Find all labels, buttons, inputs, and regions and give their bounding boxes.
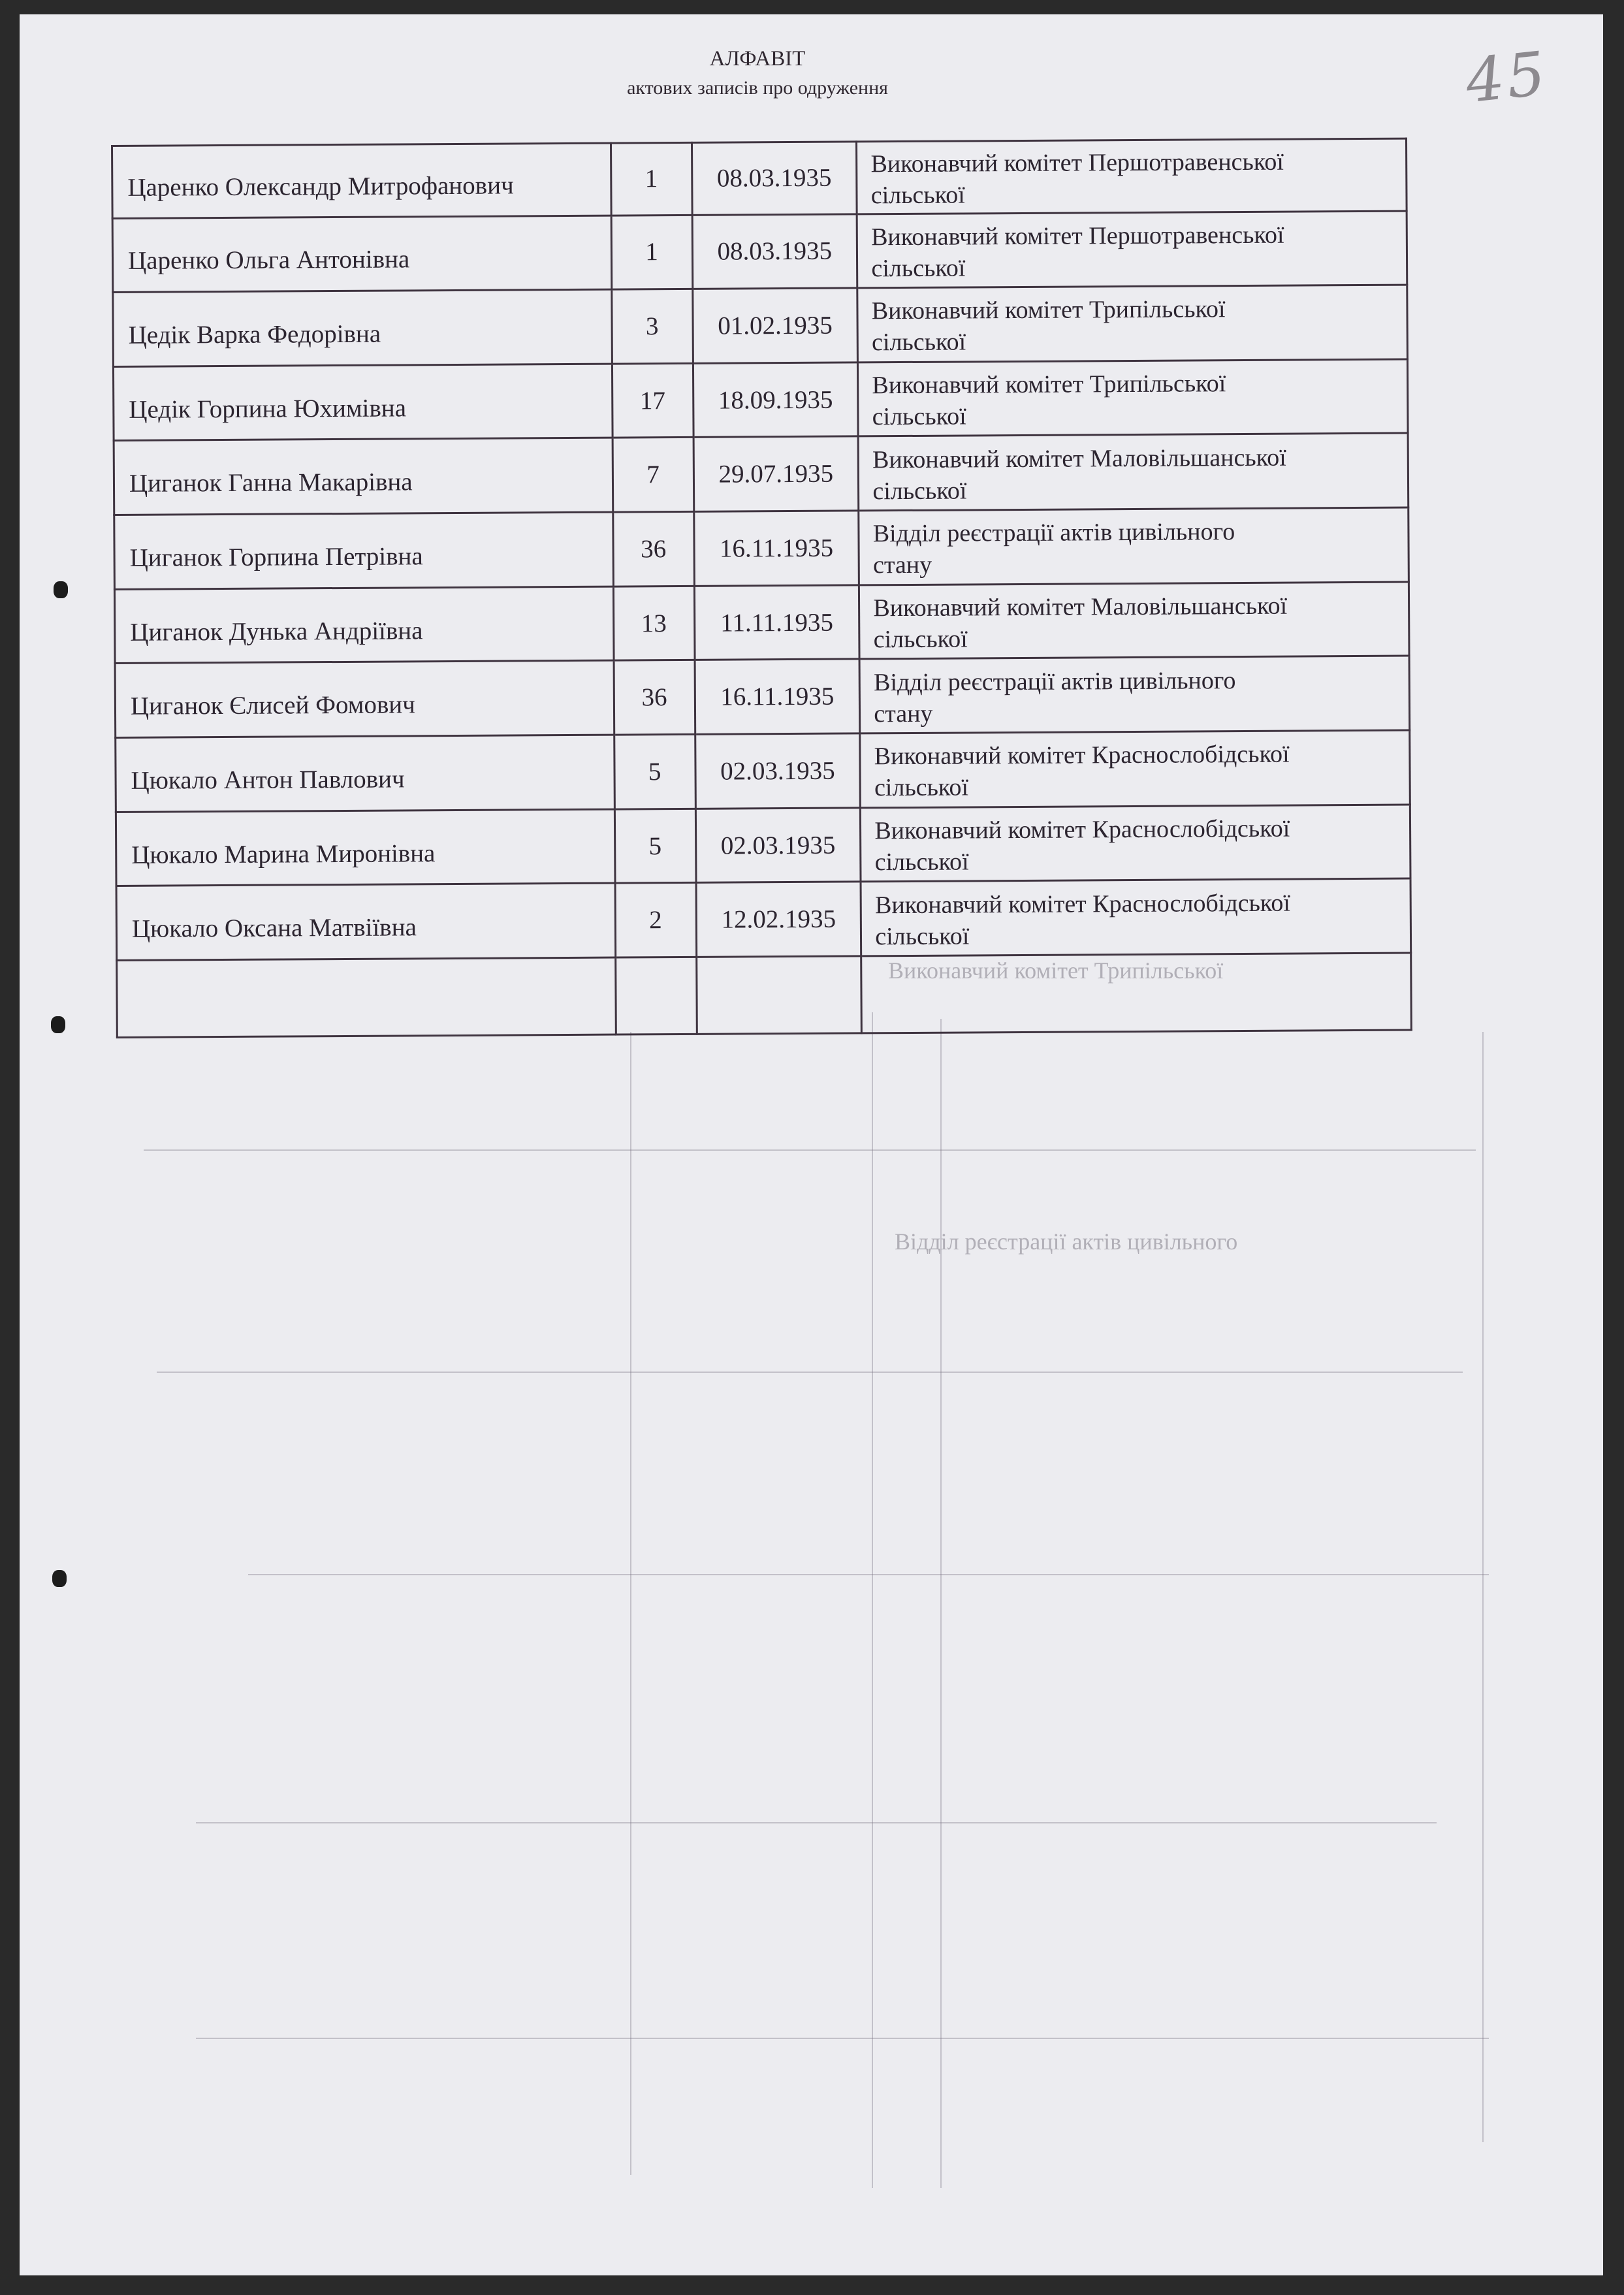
table-row (114, 582, 1409, 664)
punch-hole (54, 581, 68, 598)
registry-office (861, 878, 1410, 956)
bleed-through-text: Виконавчий комітет Трипільської (888, 957, 1224, 984)
person-name: Циганок Дунька Андріївна (114, 586, 613, 664)
table-row (116, 878, 1411, 960)
office-line-1: Виконавчий комітет Краснослобідської (874, 814, 1290, 845)
office-line-1: Виконавчий комітет Першотравенської (870, 148, 1284, 178)
record-number: 1 (611, 215, 692, 289)
table-row (113, 285, 1408, 366)
page-number: 45 (1462, 38, 1552, 117)
document-title: АЛФАВІТ (709, 47, 806, 71)
record-number: 17 (612, 363, 693, 438)
office-line-2: стану (872, 551, 932, 579)
office-line-2: сільської (875, 922, 970, 951)
office-line-2: сільської (874, 848, 969, 876)
registry-office (860, 730, 1410, 808)
registry-office (859, 507, 1409, 585)
office-line-2: сільської (874, 773, 969, 802)
office-line-1: Виконавчий комітет Першотравенської (871, 221, 1284, 251)
record-number: 5 (614, 809, 695, 883)
record-date: 08.03.1935 (692, 214, 857, 289)
table-row (114, 434, 1409, 515)
registry-office (859, 656, 1409, 734)
record-number: 7 (613, 438, 693, 512)
person-name: Цюкало Оксана Матвіївна (116, 883, 615, 960)
record-date: 11.11.1935 (694, 585, 859, 660)
record-date: 18.09.1935 (693, 362, 858, 438)
empty-cell (615, 957, 696, 1035)
registry-office (857, 138, 1407, 214)
office-line-2: сільської (871, 328, 966, 357)
empty-cell (117, 957, 616, 1037)
empty-table-row (117, 953, 1412, 1037)
registry-office (857, 285, 1407, 362)
record-number: 36 (614, 660, 695, 735)
person-name: Циганок Ганна Макарівна (114, 438, 613, 515)
empty-cell (861, 953, 1411, 1033)
table-row (112, 138, 1407, 218)
table-row (116, 805, 1410, 886)
office-line-2: сільської (872, 402, 966, 431)
record-date: 29.07.1935 (693, 436, 859, 511)
person-name: Цедік Горпина Юхимівна (113, 364, 612, 441)
record-date: 12.02.1935 (696, 882, 861, 957)
person-name: Цюкало Антон Павлович (116, 735, 614, 812)
record-date: 02.03.1935 (695, 808, 861, 883)
person-name: Цюкало Марина Миронівна (116, 809, 614, 886)
registry-office (861, 805, 1410, 882)
registry-office (858, 434, 1408, 511)
registry-office (858, 359, 1408, 437)
registry-office (859, 582, 1409, 660)
office-line-1: Виконавчий комітет Маловільшанської (872, 443, 1286, 474)
person-name: Царенко Олександр Митрофанович (112, 143, 611, 218)
office-line-1: Виконавчий комітет Трипільської (872, 370, 1226, 400)
table-row (112, 211, 1407, 293)
record-number: 3 (612, 289, 693, 364)
office-line-2: сільської (871, 254, 966, 283)
table-row (116, 730, 1410, 812)
empty-cell (696, 956, 861, 1034)
office-line-2: сільської (872, 477, 967, 506)
punch-hole (52, 1570, 67, 1587)
record-number: 2 (615, 883, 696, 957)
office-line-2: стану (874, 699, 933, 728)
record-date: 02.03.1935 (695, 733, 860, 809)
office-line-1: Виконавчий комітет Трипільської (871, 295, 1226, 325)
record-date: 01.02.1935 (692, 288, 857, 363)
person-name: Цедік Варка Федорівна (113, 289, 612, 366)
marriage-register-table (111, 138, 1412, 1038)
table-row (114, 507, 1409, 589)
person-name: Царенко Ольга Антонівна (112, 216, 611, 293)
office-line-1: Відділ реєстрації актів цивільного (873, 666, 1236, 697)
person-name: Циганок Горпина Петрівна (114, 512, 613, 589)
table-row (113, 359, 1408, 441)
bleed-through-text: Відділ реєстрації актів цивільного (895, 1228, 1238, 1255)
office-line-2: сільської (873, 625, 968, 654)
office-line-1: Виконавчий комітет Маловільшанської (873, 592, 1288, 622)
person-name: Циганок Єлисей Фомович (115, 661, 614, 738)
record-number: 5 (614, 734, 695, 809)
record-number: 13 (613, 586, 694, 660)
document-subtitle: актових записів про одруження (627, 77, 888, 99)
office-line-1: Виконавчий комітет Краснослобідської (874, 741, 1290, 771)
punch-hole (51, 1016, 65, 1033)
record-number: 36 (613, 511, 693, 586)
office-line-2: сільської (870, 181, 965, 210)
record-date: 16.11.1935 (695, 659, 860, 734)
registry-office (857, 211, 1407, 289)
office-line-1: Виконавчий комітет Краснослобідської (874, 889, 1291, 920)
table-row (115, 656, 1410, 738)
record-number: 1 (611, 142, 692, 215)
record-date: 08.03.1935 (692, 142, 857, 215)
office-line-1: Відділ реєстрації актів цивільного (872, 518, 1235, 548)
record-date: 16.11.1935 (693, 511, 859, 586)
